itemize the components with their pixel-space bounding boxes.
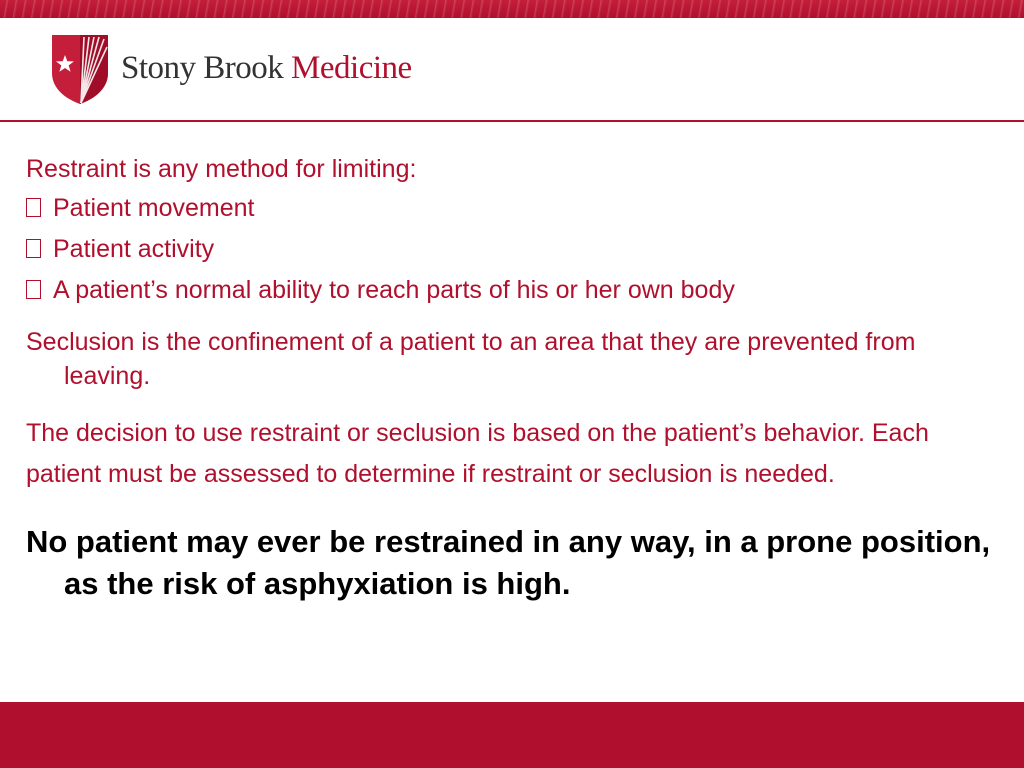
decision-paragraph: The decision to use restraint or seclusion is based on the patient’s behavior. Each patient must be assessed to determine if restraint or seclusion is needed. — [26, 419, 929, 488]
list-item — [26, 188, 996, 229]
list-item-text: Patient activity — [53, 235, 215, 263]
shield-star-icon — [50, 33, 110, 105]
seclusion-definition: Seclusion is the confinement of a patient to an area that they are prevented from leaving. — [26, 328, 916, 390]
list-item-text: A patient’s normal ability to reach parts of his or her own body — [53, 276, 735, 304]
list-item — [26, 270, 996, 311]
header-divider — [0, 120, 1024, 122]
slide-body — [26, 150, 996, 605]
bullet-box-icon — [26, 239, 41, 258]
bullet-box-icon — [26, 198, 41, 217]
brand-name-medicine: Medicine — [291, 50, 412, 86]
list-item-text: Patient movement — [53, 194, 255, 222]
brand-wordmark — [121, 48, 412, 88]
bullet-box-icon — [26, 280, 41, 299]
restraint-intro: Restraint is any method for limiting: — [26, 155, 417, 183]
prone-warning: No patient may ever be restrained in any way, in a prone position, as the risk of asphyxiation is high. — [26, 524, 991, 601]
list-item — [26, 229, 996, 270]
brand-name-stony-brook: Stony Brook — [121, 50, 284, 86]
top-band-stripes — [0, 0, 1024, 18]
bottom-red-band — [0, 702, 1024, 768]
